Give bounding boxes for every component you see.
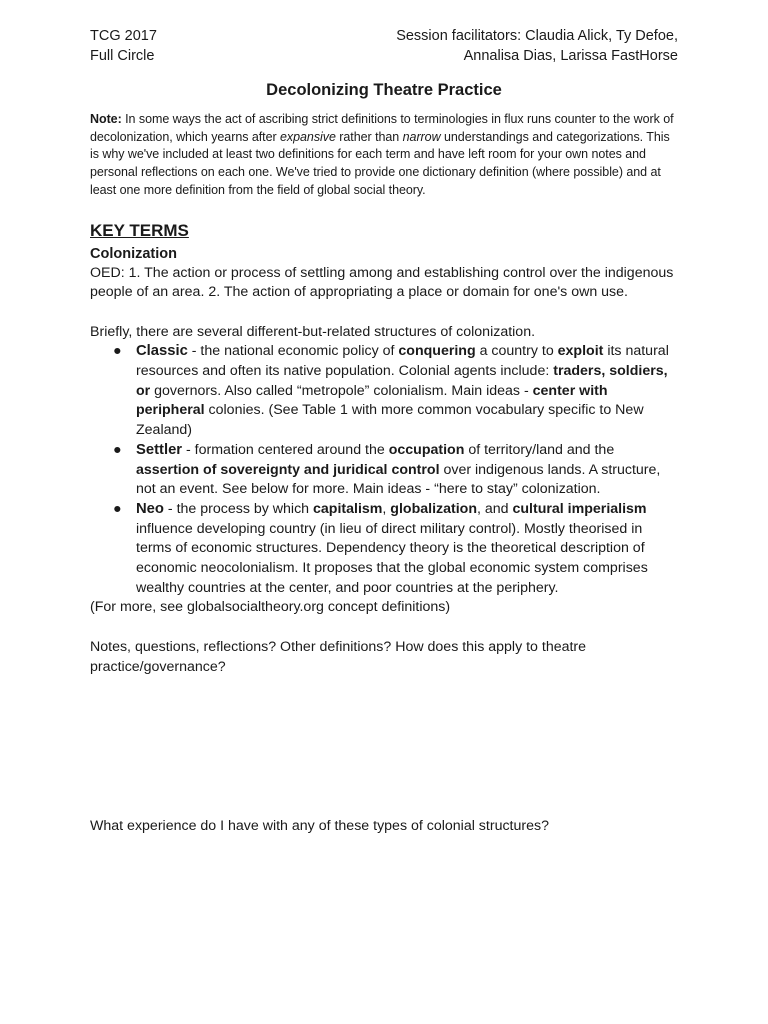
neo-text-1: - the process by which: [163, 500, 313, 517]
classic-text-3: its natural resources and often its native population. Colonial agents include:: [136, 343, 669, 380]
classic-bold-center: center with peripheral: [136, 382, 608, 419]
settler-lead: Settler: [136, 441, 183, 458]
settler-text-2: of territory/land and the: [464, 441, 615, 458]
note-text-1: In some ways the act of ascribing strict definitions to terminologies in flux runs counter to the work of decolonization, which yearns after: [90, 112, 674, 144]
note-text-3: understandings and categorizations. This is why we've included at least two definitions for each term and have left room for your own notes and personal reflections on each one. We've tried to provide one dictionary definition (where possible) and at least one more definition from the field of global social theory.: [90, 129, 670, 197]
list-item-settler: [90, 441, 678, 500]
settler-bold-sovereignty: assertion of sovereignty and juridical control: [136, 461, 440, 478]
bullet-icon: ●: [113, 343, 122, 360]
event-theme: Full Circle: [90, 48, 155, 64]
key-terms-heading: KEY TERMS: [90, 220, 189, 240]
spacer: [90, 303, 678, 323]
document-title: Decolonizing Theatre Practice: [266, 81, 502, 99]
note-emphasis-narrow: narrow: [402, 129, 441, 144]
settler-bold-occupation: occupation: [388, 441, 465, 458]
briefly-intro: Briefly, there are several different-but-related structures of colonization.: [90, 323, 536, 340]
note-emphasis-expansive: expansive: [280, 129, 336, 144]
header-left: [90, 26, 157, 66]
settler-text-1: - formation centered around the: [182, 441, 389, 458]
reflection-question-1: Notes, questions, reflections? Other definitions? How does this apply to theatre practice/governance?: [90, 638, 587, 675]
neo-text-2: ,: [382, 500, 391, 517]
classic-bold-agents: traders, soldiers, or: [136, 363, 668, 399]
neo-bold-globalization: globalization: [390, 500, 477, 517]
facilitators-line2: Annalisa Dias, Larissa FastHorse: [463, 48, 678, 64]
neo-text-4: influence developing country (in lieu of direct military control). Mostly theorised in terms of economic structures. Dependency theory is the theoretical description of economic neocolonialism. It proposes that the global economic system comprises wealthy countries at the center, and poor countries at the periphery.: [136, 520, 648, 596]
reflection-question-2: What experience do I have with any of these types of colonial structures?: [90, 818, 549, 834]
classic-text-5: colonies. (See Table 1 with more common vocabulary specific to New Zealand): [136, 402, 644, 439]
header-right: [396, 26, 678, 66]
classic-lead: Classic: [136, 343, 188, 360]
oed-definition: OED: 1. The action or process of settling among and establishing control over the indigenous people of an area. 2. The action of appropriating a place or domain for one's own use.: [90, 264, 674, 301]
settler-text-3: over indigenous lands. A structure, not an event. See below for more. Main ideas - “here to stay” colonization.: [136, 461, 661, 498]
list-item-neo: [90, 500, 678, 599]
bullet-icon: ●: [113, 441, 122, 458]
colonization-types-list: [90, 342, 678, 598]
classic-bold-conquering: conquering: [398, 343, 476, 360]
note-text-2: rather than: [335, 129, 403, 144]
note-label: Note:: [90, 112, 122, 126]
classic-text-4: governors. Also called “metropole” colonialism. Main ideas -: [150, 382, 533, 399]
document-header: [90, 26, 678, 66]
classic-text-1: - the national economic policy of: [187, 343, 399, 360]
classic-text-2: a country to: [475, 343, 558, 360]
colonization-heading: Colonization: [90, 245, 177, 262]
facilitators-line1: Session facilitators: Claudia Alick, Ty Defoe,: [396, 28, 678, 44]
neo-bold-cultural-imperialism: cultural imperialism: [512, 500, 647, 517]
spacer: [90, 618, 678, 638]
neo-text-3: , and: [477, 500, 513, 517]
note-paragraph: [90, 111, 678, 200]
classic-bold-exploit: exploit: [557, 343, 604, 360]
neo-bold-capitalism: capitalism: [313, 500, 383, 517]
list-item-classic: [90, 342, 678, 441]
neo-lead: Neo: [136, 500, 164, 517]
event-name: TCG 2017: [90, 28, 157, 44]
bullet-icon: ●: [113, 500, 122, 517]
for-more-reference: (For more, see globalsocialtheory.org concept definitions): [90, 599, 451, 616]
document-page: [90, 26, 678, 677]
